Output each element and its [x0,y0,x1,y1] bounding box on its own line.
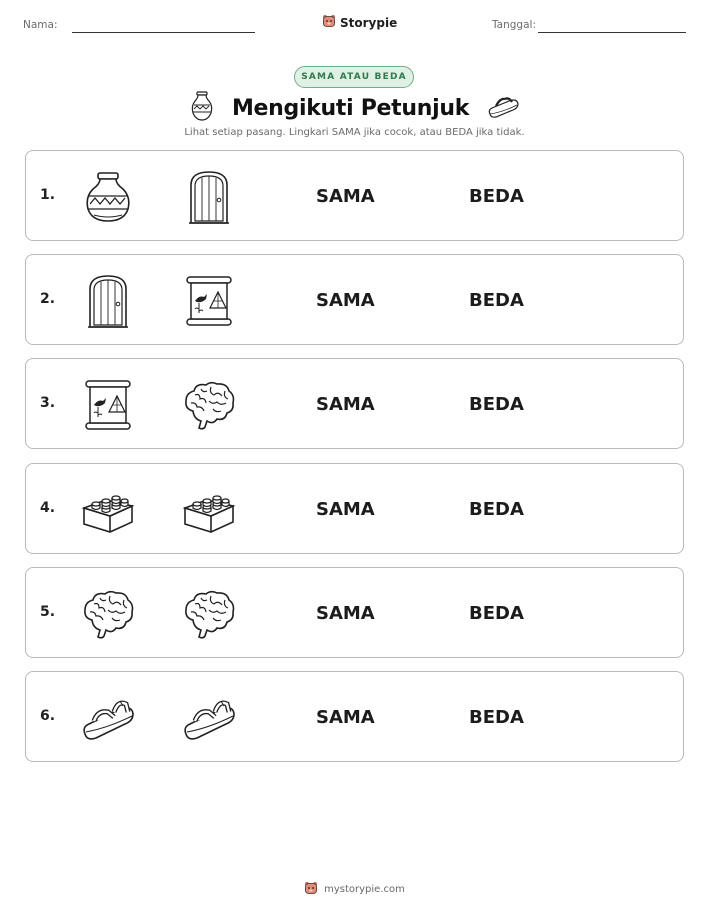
option-same[interactable]: SAMA [316,186,375,207]
brand-name: Storypie [340,15,398,30]
option-different[interactable]: BEDA [469,186,524,207]
footer-site: mystorypie.com [324,884,405,895]
instructions: Lihat setiap pasang. Lingkari SAMA jika cocok, atau BEDA jika tidak. [184,127,525,138]
option-different[interactable]: BEDA [469,394,524,416]
option-same[interactable]: SAMA [316,498,375,520]
scroll-map-icon [181,273,237,329]
option-different[interactable]: BEDA [469,498,524,520]
activity-badge: SAMA ATAU BEDA [294,66,414,88]
date-label: Tanggal: [492,19,536,31]
door-icon [181,169,237,225]
option-different[interactable]: BEDA [469,602,524,624]
row-number: 4. [40,499,56,516]
option-different[interactable]: BEDA [469,290,524,312]
date-field-line[interactable] [538,32,686,33]
page-title: Mengikuti Petunjuk [231,95,470,121]
exercise-row [25,671,684,762]
row-number: 1. [40,187,56,203]
door-icon [80,273,136,329]
lego-brick-icon [80,482,136,538]
option-same[interactable]: SAMA [316,394,375,416]
exercise-row [25,358,684,449]
lego-brick-icon [181,482,237,538]
bear-mascot-icon [322,13,336,32]
option-same[interactable]: SAMA [316,290,375,312]
row-number: 2. [40,291,56,308]
exercise-row [25,254,684,345]
brand-logo [322,13,397,32]
row-number: 5. [40,603,56,620]
option-same[interactable]: SAMA [316,707,375,728]
name-label: Nama: [23,19,58,31]
brain-icon [181,586,237,642]
exercise-row [25,567,684,658]
vase-icon [190,91,214,125]
vase-icon [80,169,136,225]
title-row [0,91,709,125]
bear-mascot-icon [304,880,318,899]
sandal-icon [181,690,237,746]
option-same[interactable]: SAMA [316,602,375,624]
footer [0,880,709,899]
row-number: 3. [40,395,56,412]
row-number: 6. [40,708,56,724]
sandal-icon [80,690,136,746]
scroll-map-icon [80,377,136,433]
sandal-icon [487,93,519,123]
brain-icon [80,586,136,642]
option-different[interactable]: BEDA [469,707,524,728]
name-field-line[interactable] [72,32,255,33]
brain-icon [181,377,237,433]
exercise-row [25,150,684,241]
exercise-row [25,463,684,554]
